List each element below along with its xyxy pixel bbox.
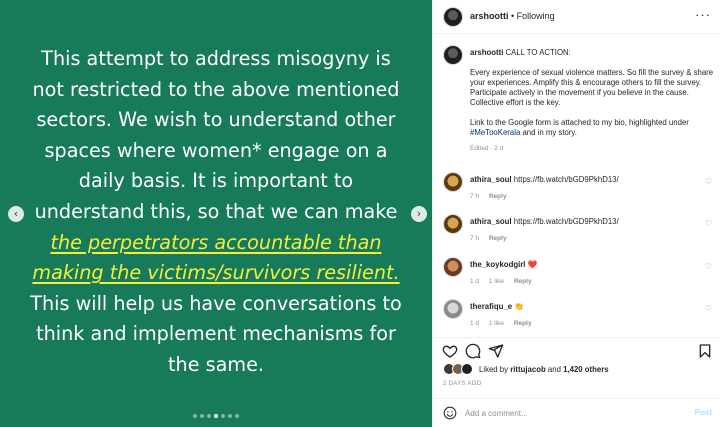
commenter-username[interactable]: athira_soul <box>470 175 512 184</box>
comment-text[interactable]: https://fb.watch/bGD9PkhD13/ <box>513 217 619 226</box>
post-comment-button[interactable]: Post <box>694 408 712 417</box>
commenter-avatar[interactable] <box>443 299 463 319</box>
commenter-username[interactable]: the_koykodgirl <box>470 260 526 269</box>
carousel-dot <box>207 414 211 418</box>
likes-prefix: Liked by <box>479 365 509 374</box>
comment-bubble-icon[interactable] <box>465 343 481 359</box>
like-comment-icon[interactable]: ♡ <box>704 304 712 313</box>
comment-input[interactable] <box>465 406 675 420</box>
comment-text: 👏 <box>514 302 524 311</box>
carousel-dot <box>200 414 204 418</box>
commenter-avatar[interactable] <box>443 257 463 277</box>
emoji-icon[interactable] <box>443 406 457 420</box>
follow-status-label[interactable]: Following <box>516 11 555 21</box>
slide-line: not restricted to the above mentioned <box>32 77 400 101</box>
slide-text <box>14 44 418 381</box>
comment-text: ❤️ <box>527 260 538 269</box>
caption-username[interactable]: arshootti <box>470 48 504 57</box>
carousel-dot <box>235 414 239 418</box>
author-avatar[interactable] <box>443 7 463 27</box>
author-avatar[interactable] <box>443 45 463 65</box>
slide-line: spaces where women* engage on a <box>44 138 388 162</box>
others-count[interactable]: 1,420 others <box>563 365 609 374</box>
post-date: 2 DAYS AGO <box>443 381 482 387</box>
caption-heading: CALL TO ACTION: <box>505 48 571 57</box>
post-side-panel <box>432 0 720 427</box>
comment-likes[interactable]: 1 like <box>488 278 505 285</box>
follow-status[interactable] <box>511 11 555 21</box>
comment-time: 1 d <box>470 278 480 285</box>
commenter-username[interactable]: therafiqu_e <box>470 302 513 311</box>
slide-line: the same. <box>168 352 264 376</box>
commenter-username[interactable]: athira_soul <box>470 217 512 226</box>
comment-item <box>433 172 720 212</box>
separator: • <box>511 11 515 21</box>
liker-avatar <box>461 363 473 375</box>
slide-line: This will help us have conversations to <box>30 291 402 315</box>
like-comment-icon[interactable]: ♡ <box>704 262 712 271</box>
slide-line: daily basis. It is important to <box>78 169 354 193</box>
carousel-dots <box>0 414 432 418</box>
reply-button[interactable]: Reply <box>513 320 532 327</box>
add-comment-bar <box>433 398 720 427</box>
reply-button[interactable]: Reply <box>488 193 507 200</box>
slide-highlight: the perpetrators accountable than <box>50 230 382 254</box>
comment-time: 1 d <box>470 320 480 327</box>
share-icon[interactable] <box>488 343 504 359</box>
like-heart-icon[interactable] <box>442 343 458 359</box>
reply-button[interactable]: Reply <box>488 235 507 242</box>
slide-line: sectors. We wish to understand other <box>36 108 396 132</box>
more-options-icon[interactable]: ··· <box>695 7 711 22</box>
reply-button[interactable]: Reply <box>513 278 532 285</box>
slide-line: understand this, so that we can make <box>34 199 398 223</box>
hashtag-link[interactable]: #MeTooKerala <box>470 128 521 137</box>
likes-middle: and <box>547 365 561 374</box>
like-comment-icon[interactable]: ♡ <box>704 177 712 186</box>
comment-item <box>433 299 720 339</box>
next-slide-button[interactable]: › <box>411 206 427 222</box>
carousel-dot <box>214 414 218 418</box>
post-actions <box>433 337 720 361</box>
slide-highlight: making the victims/survivors resilient. <box>32 261 400 285</box>
caption-text <box>470 48 714 154</box>
comment-likes[interactable]: 1 like <box>488 320 505 327</box>
caption-link-text: Link to the Google form is attached to my bio, highlighted under <box>470 118 689 127</box>
comment-item <box>433 257 720 297</box>
like-comment-icon[interactable]: ♡ <box>704 219 712 228</box>
commenter-avatar[interactable] <box>443 214 463 234</box>
comment-item <box>433 214 720 254</box>
slide-line: think and implement mechanisms for <box>36 322 396 346</box>
likes-summary <box>433 362 720 378</box>
carousel-dot <box>221 414 225 418</box>
likes-text <box>479 365 609 374</box>
previous-slide-button[interactable]: ‹ <box>8 206 24 222</box>
slide-line: This attempt to address misogyny is <box>41 47 391 70</box>
liker-avatars <box>443 363 477 375</box>
comment-time: 7 h <box>470 193 480 200</box>
save-bookmark-icon[interactable] <box>697 343 713 359</box>
carousel-dot <box>193 414 197 418</box>
author-username[interactable]: arshootti <box>470 11 509 21</box>
post-header <box>433 0 720 34</box>
comment-time: 7 h <box>470 235 480 242</box>
carousel-dot <box>228 414 232 418</box>
caption-paragraph: Every experience of sexual violence matters. So fill the survey & share your experiences. Amplify this & encourage others to fill the survey. Participate actively in the movement if you believe in the cause. Collective effort is the key. <box>470 68 714 107</box>
liker-username[interactable]: rittujacob <box>510 365 546 374</box>
commenter-avatar[interactable] <box>443 172 463 192</box>
caption-link-text-end: and in my story. <box>522 128 577 137</box>
comment-text[interactable]: https://fb.watch/bGD9PkhD13/ <box>513 175 619 184</box>
caption-meta: Edited · 2 d <box>470 145 504 152</box>
